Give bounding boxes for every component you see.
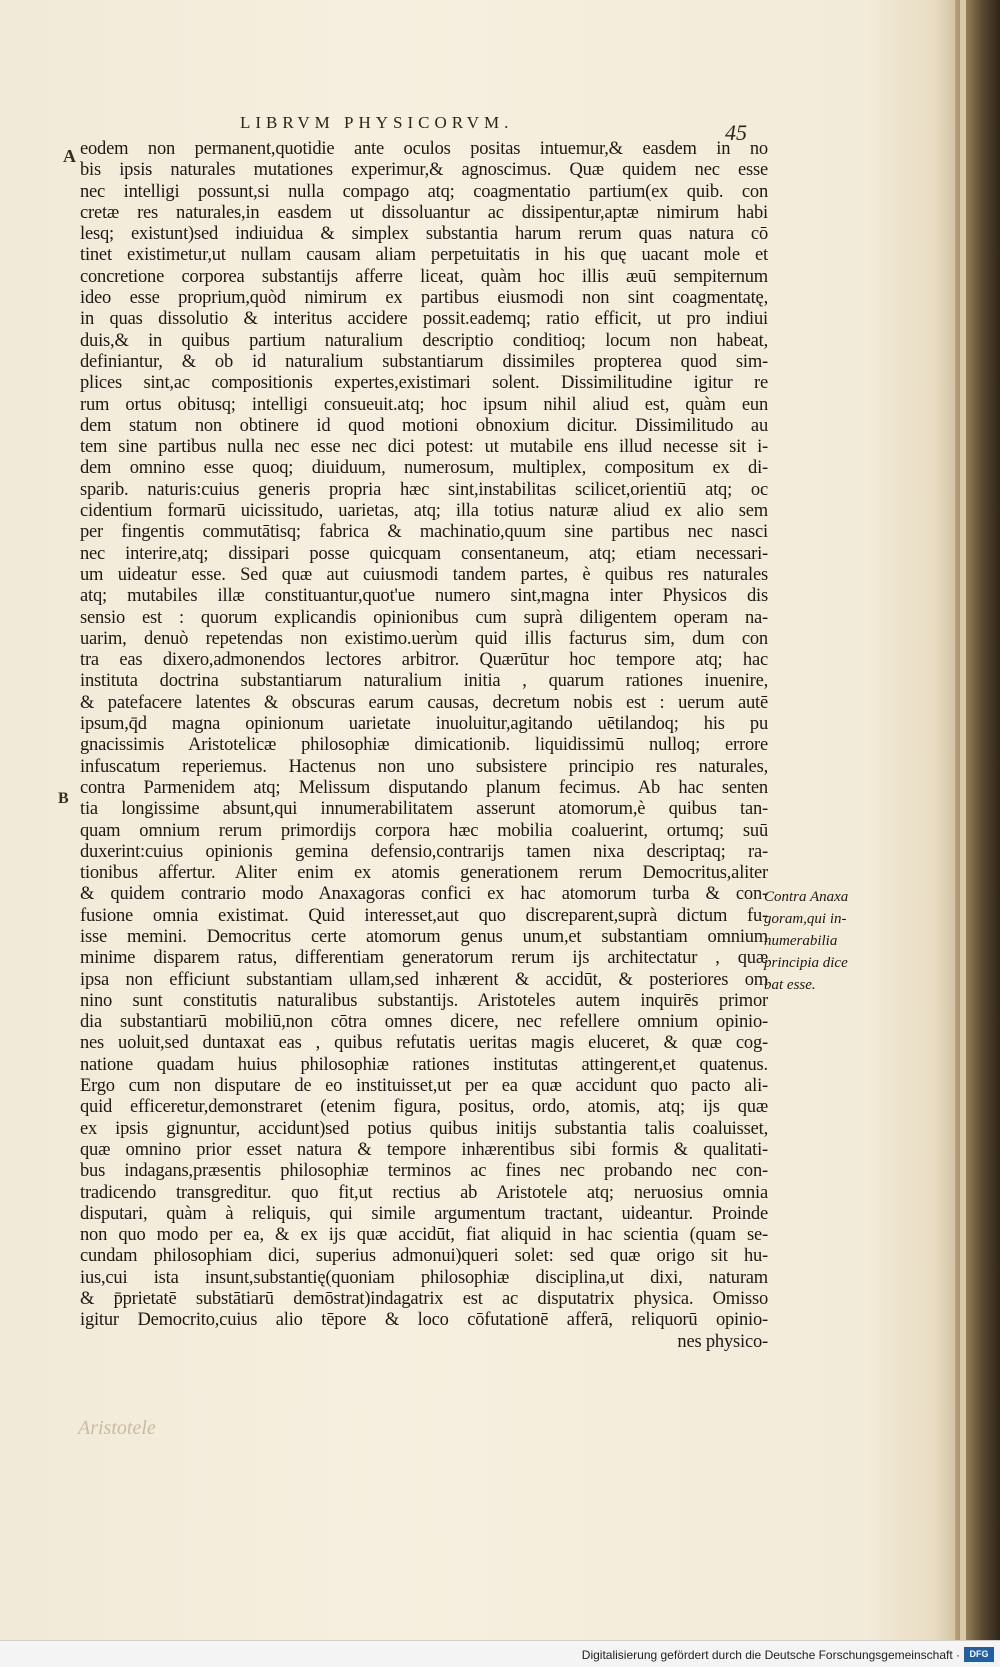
text-line: Ergo cum non disputare de eo instituisset,ut per ea quæ accidunt quo pacto ali- xyxy=(80,1076,768,1097)
text-line: bus indagans,præsentis philosophiæ terminos ac fines nec probando nec con- xyxy=(80,1161,768,1182)
text-line: duxerint:cuius opinionis gemina defensio,contrarijs tamen nixa descriptaq; ra- xyxy=(80,841,768,862)
text-line: eodem non permanent,quotidie ante oculos positas intuemur,& easdem in no xyxy=(80,139,768,159)
text-line: quam omnium rerum primordijs corpora hæc mobilia coaluerint, ortumq; suū xyxy=(80,820,768,841)
text-line: dem omnino esse quoq; diuiduum, numerosum, multiplex, compositum ex di- xyxy=(80,458,768,479)
text-line: igitur Democrito,cuius alio tēpore & loco cōfutationē afferā, reliquorū opinio- xyxy=(80,1310,768,1331)
text-line: sparib. naturis:cuius generis propria hæc sint,instabilitas scilicet,orientiū atq; oc xyxy=(80,479,768,500)
text-line: ex ipsis gignuntur, accidunt)sed potius quibus initijs substantia talis coaluisset, xyxy=(80,1118,768,1139)
text-line: rum ortus obitusq; intelligi consueuit.atq; hoc ipsum nihil aliud est, quàm eun xyxy=(80,394,768,415)
text-line: nes uoluit,sed duntaxat eas , quibus refutatis ueritas magis eluceret, & quæ cog- xyxy=(80,1033,768,1054)
text-line: & quidem contrario modo Anaxagoras confici ex hac atomorum turba & con- xyxy=(80,884,768,905)
margin-note-line: principia dice xyxy=(764,955,848,971)
text-line: tinet existimetur,ut nullam causam aliam perpetuitatis in his quę uacant mole et xyxy=(80,245,768,266)
text-line: quid efficeretur,demonstraret (etenim figura, positus, ordo, atomis, atq; ijs quæ xyxy=(80,1097,768,1118)
show-through-text: Aristotele xyxy=(78,1417,156,1439)
text-line: cretæ res naturales,in easdem ut dissoluantur ac dissipentur,aptæ nimirum habi xyxy=(80,202,768,223)
section-marker-b: B xyxy=(58,790,69,807)
text-line: dem statum non obtinere id quod motioni obnoxium dicitur. Dissimilitudo au xyxy=(80,415,768,436)
footer-credit: Digitalisierung gefördert durch die Deutsche Forschungsgemeinschaft · xyxy=(581,1648,960,1662)
text-line: infuscatum reperiemus. Hactenus non uno subsistere principio res naturales, xyxy=(80,756,768,777)
text-line: cidentium formarū uicissitudo, uarietas, atq; illa totius naturæ aliud ex alio sem xyxy=(80,501,768,522)
text-line: & p̄prietatē substātiarū demōstrat)indagatrix est ac disputatrix physica. Omisso xyxy=(80,1289,768,1310)
text-line: plices sint,ac compositionis expertes,existimari solent. Dissimilitudine igitur re xyxy=(80,373,768,394)
text-line: & patefacere latentes & obscuras earum causas, decretum nobis est : uerum autē xyxy=(80,692,768,713)
text-line: tradicendo transgreditur. quo fit,ut rectius ab Aristotele atq; neruosius omnia xyxy=(80,1182,768,1203)
page-number: 45 xyxy=(725,120,747,145)
margin-note xyxy=(764,886,874,996)
text-line: definiantur, & ob id naturalium substantiarum dissimiles propterea quod sim- xyxy=(80,351,768,372)
text-line: non quo modo per ea, & ex ijs quæ accidūt, fiat aliquid in hac scientia (quam se- xyxy=(80,1225,768,1246)
text-line: quæ omnino prior esset natura & tempore inhærentibus sibi formis & qualitati- xyxy=(80,1139,768,1160)
section-marker-a: A xyxy=(63,146,76,166)
text-line: nec interire,atq; dissipari posse quicquam consentaneum, atq; etiam necessari- xyxy=(80,543,768,564)
text-line: atq; mutabiles illæ constituantur,quot'ue numero sint,magna inter Physicos dis xyxy=(80,586,768,607)
running-head: LIBRVM PHYSICORVM. xyxy=(240,113,514,132)
text-line: ipsum,q̄d magna opinionum uarietate inuoluitur,agitando uētilandoq; his pu xyxy=(80,714,768,735)
text-line: nino sunt constitutis naturalibus substantijs. Aristoteles autem inquirēs primor xyxy=(80,990,768,1011)
text-line: fusione omnia existimat. Quid interesset,aut quo discreparent,suprà dictum fu- xyxy=(80,905,768,926)
text-line: per fingentis commutātisq; fabrica & machinatio,quum sine partibus nec nasci xyxy=(80,522,768,543)
text-line: lesq; existunt)sed indiuidua & simplex substantia harum rerum quas natura cō xyxy=(80,224,768,245)
text-line: ideo esse proprium,quòd nimirum ex partibus eiusmodi non sint coagmentatę, xyxy=(80,288,768,309)
text-line: um uideatur esse. Sed quæ aut cuiusmodi tandem partes, è quibus res naturales xyxy=(80,564,768,585)
page-edge-highlight xyxy=(960,0,966,1640)
main-text-block xyxy=(80,139,768,1353)
margin-note-line: bat esse. xyxy=(764,977,816,993)
margin-note-line: goram,qui in- xyxy=(764,911,847,927)
text-line: nes physico- xyxy=(677,1331,768,1352)
text-line: natione quadam huius philosophiæ rationes institutas attingerent,et quatenus. xyxy=(80,1054,768,1075)
text-line: tem sine partibus nulla nec esse nec dici potest: ut mutabile ens illud necesse sit i- xyxy=(80,437,768,458)
text-line: nec intelligi possunt,si nulla compago atq; coagmentatio partium(ex quib. con xyxy=(80,181,768,202)
text-line: tra eas dixero,admonendos lectores arbitror. Quærūtur hoc tempore atq; hac xyxy=(80,650,768,671)
text-line: in quas dissolutio & interitus accidere possit.eademq; ratio efficit, ut pro indiui xyxy=(80,309,768,330)
text-line: gnacissimis Aristotelicæ philosophiæ dimicationib. liquidissimū nulloq; errore xyxy=(80,735,768,756)
text-line: tionibus affertur. Aliter enim ex atomis generationem rerum Democritus,aliter xyxy=(80,863,768,884)
text-line: bis ipsis naturales mutationes experimur,& agnoscimus. Quæ quidem nec esse xyxy=(80,160,768,181)
text-line: cundam philosophiam dici, superius admonui)queri solet: sed quæ origo sit hu- xyxy=(80,1246,768,1267)
text-line: concretione corporea substantijs afferre liceat, quàm hoc illis æuū sempiternum xyxy=(80,266,768,287)
text-line: uarim, denuò repetendas non existimo.uerùm quid illis facturus sim, dum con xyxy=(80,628,768,649)
margin-note-line: Contra Anaxa xyxy=(764,889,849,905)
text-line: ipsa non efficiunt substantiam ullam,sed inhærent & accidūt, & posteriores om xyxy=(80,969,768,990)
text-line: isse memini. Democritus certe atomorum genus unum,et substantiam omnium xyxy=(80,926,768,947)
text-line: disputari, quàm à reliquis, qui simile argumentum tractant, uideantur. Proinde xyxy=(80,1203,768,1224)
text-line: instituta doctrina substantiarum naturalium initia , quarum rationes inuenire, xyxy=(80,671,768,692)
text-line: tia longissime absunt,qui innumerabilitatem asserunt atomorum,è quibus tan- xyxy=(80,799,768,820)
margin-note-line: numerabilia xyxy=(764,933,838,949)
text-line: minime disparem ratus, differentiam generatorum rerum ijs architectatur , quæ xyxy=(80,948,768,969)
text-line: ius,cui ista insunt,substantię(quoniam philosophiæ disciplina,ut dixi, naturam xyxy=(80,1267,768,1288)
dfg-logo-icon: DFG xyxy=(964,1647,994,1662)
digitization-footer xyxy=(0,1640,1000,1667)
text-line: contra Parmenidem atq; Melissum disputando planum fecimus. Ab hac senten xyxy=(80,777,768,798)
text-line: duis,& in quibus partium naturalium descriptio conditioq; locum non habeat, xyxy=(80,330,768,351)
text-line: dia substantiarū mobiliū,non cōtra omnes dicere, nec refellere omnium opinio- xyxy=(80,1012,768,1033)
text-line: sensio est : quorum explicandis opinionibus cum suprà diligentem operam na- xyxy=(80,607,768,628)
